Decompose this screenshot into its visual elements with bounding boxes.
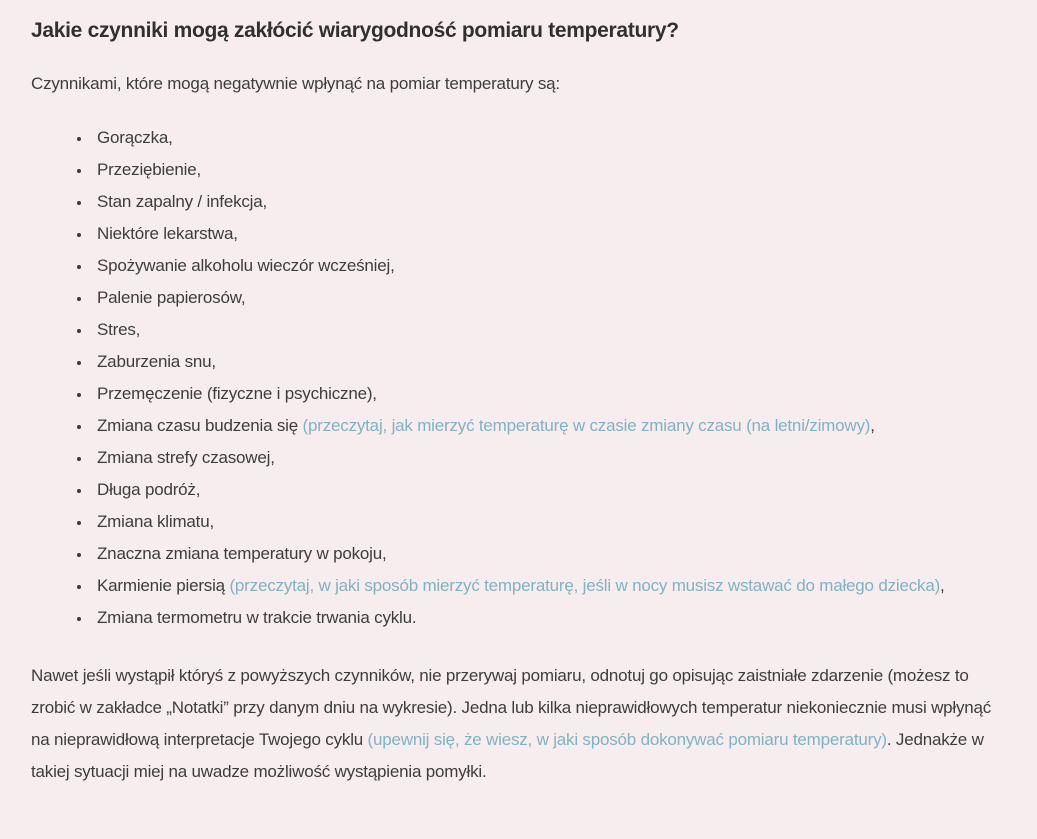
list-item	[92, 602, 1007, 634]
text-segment: Zmiana klimatu,	[97, 512, 214, 531]
list-item	[92, 442, 1007, 474]
text-segment: Zaburzenia snu,	[97, 352, 216, 371]
list-item	[92, 410, 1007, 442]
page-title: Jakie czynniki mogą zakłócić wiarygodność pomiaru temperatury?	[31, 19, 679, 42]
list-item	[92, 250, 1007, 282]
list-item	[92, 218, 1007, 250]
text-segment: Nawet jeśli wystąpił któryś z powyższych czynników, nie przerywaj pomiaru, odnotuj go opisując zaistniałe zdarzenie (możesz to zrobić w zakładce „Notatki” przy danym dniu na wykresie). Jedna lub kilka nieprawidłowych temperatur niekoniecznie musi wpłynąć na nieprawidłową interpretacje Twojego cyklu	[31, 666, 992, 749]
text-segment: Przemęczenie (fizyczne i psychiczne),	[97, 384, 377, 403]
text-segment: ,	[940, 576, 945, 595]
list-item	[92, 538, 1007, 570]
list-item	[92, 570, 1007, 602]
text-segment: Palenie papierosów,	[97, 288, 246, 307]
text-segment: Zmiana termometru w trakcie trwania cyklu.	[97, 608, 417, 627]
inline-link[interactable]: (przeczytaj, jak mierzyć temperaturę w czasie zmiany czasu (na letni/zimowy)	[302, 416, 871, 435]
list-item	[92, 122, 1007, 154]
text-segment: Gorączka,	[97, 128, 173, 147]
list-item	[92, 186, 1007, 218]
factors-list	[31, 122, 1007, 634]
text-segment: Spożywanie alkoholu wieczór wcześniej,	[97, 256, 395, 275]
text-segment: Niektóre lekarstwa,	[97, 224, 238, 243]
text-segment: . Jednakże w takiej sytuacji miej na uwadze możliwość wystąpienia pomyłki.	[31, 730, 984, 781]
list-item	[92, 474, 1007, 506]
text-segment: Przeziębienie,	[97, 160, 201, 179]
list-item	[92, 378, 1007, 410]
list-item	[92, 154, 1007, 186]
text-segment: Długa podróż,	[97, 480, 201, 499]
text-segment: Stan zapalny / infekcja,	[97, 192, 268, 211]
text-segment: Karmienie piersią	[97, 576, 230, 595]
inline-link[interactable]: (przeczytaj, w jaki sposób mierzyć temperaturę, jeśli w nocy musisz wstawać do małego dziecka)	[229, 576, 941, 595]
text-segment: Zmiana czasu budzenia się	[97, 416, 303, 435]
text-segment: Stres,	[97, 320, 141, 339]
inline-link[interactable]: (upewnij się, że wiesz, w jaki sposób dokonywać pomiaru temperatury)	[367, 730, 887, 749]
list-item	[92, 346, 1007, 378]
intro-text: Czynnikami, które mogą negatywnie wpłynąć na pomiar temperatury są:	[31, 74, 560, 93]
list-item	[92, 282, 1007, 314]
closing-paragraph	[31, 660, 1007, 788]
list-item	[92, 506, 1007, 538]
text-segment: Znaczna zmiana temperatury w pokoju,	[97, 544, 387, 563]
list-item	[92, 314, 1007, 346]
text-segment: Zmiana strefy czasowej,	[97, 448, 275, 467]
text-segment: ,	[870, 416, 875, 435]
